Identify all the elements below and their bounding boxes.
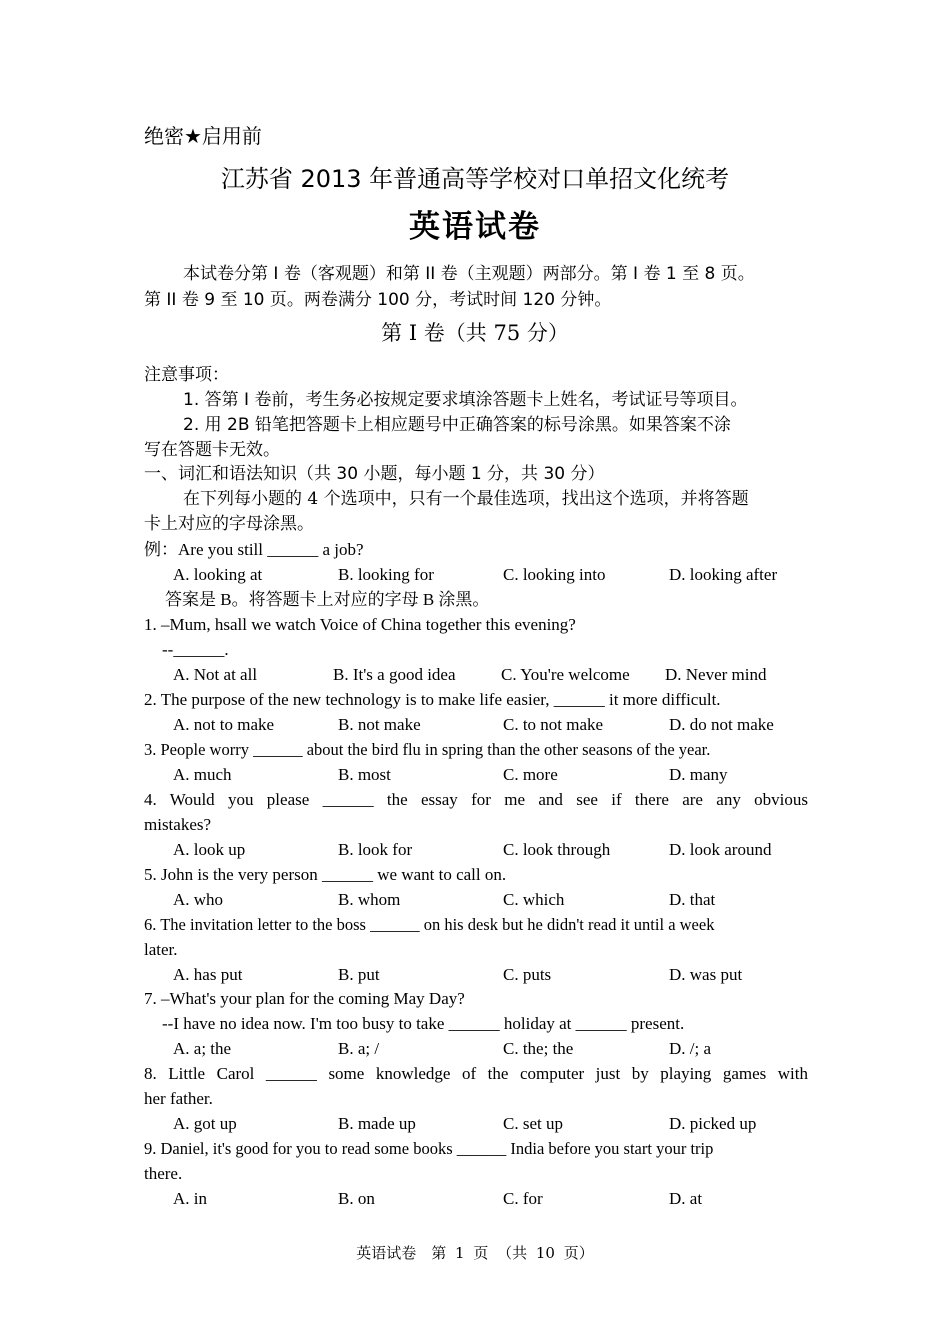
exam-subtitle: 英语试卷 — [409, 209, 541, 245]
option-d: D. at — [669, 1189, 703, 1208]
confidential-mark: 绝密★启用前 — [144, 124, 262, 148]
option-d: D. looking after — [669, 565, 778, 584]
option-c: C. set up — [503, 1114, 563, 1133]
option-c: C. You're welcome — [501, 665, 630, 684]
question-stem: 8. Little Carol ______ some knowledge of the computer just by playing games with — [144, 1064, 808, 1083]
exam-title: 江苏省 2013 年普通高等学校对口单招文化统考 — [220, 165, 730, 193]
section-instructions: 在下列每小题的 4 个选项中，只有一个最佳选项，找出这个选项，并将答题 — [183, 489, 749, 509]
question-stem: 5. John is the very person ______ we want to call on. — [144, 865, 507, 884]
question-stem: 9. Daniel, it's good for you to read some books ______ India before you start your trip — [144, 1139, 714, 1158]
option-a: A. looking at — [173, 565, 263, 584]
option-a: A. Not at all — [173, 665, 258, 684]
section-heading: 一、词汇和语法知识（共 30 小题，每小题 1 分，共 30 分） — [144, 464, 605, 484]
option-d: D. Never mind — [665, 665, 767, 684]
option-b: B. on — [338, 1189, 375, 1208]
option-c: C. looking into — [503, 565, 606, 584]
option-a: A. much — [173, 765, 232, 784]
option-d: D. that — [669, 890, 716, 909]
intro-line-1: 本试卷分第 I 卷（客观题）和第 II 卷（主观题）两部分。第 I 卷 1 至 8 页。 — [183, 264, 755, 284]
option-b: B. a; / — [338, 1039, 380, 1058]
option-c: C. for — [503, 1189, 543, 1208]
option-c: C. puts — [503, 965, 552, 984]
question-stem-cont: --______. — [162, 640, 229, 659]
question-stem-cont: --I have no idea now. I'm too busy to take ______ holiday at ______ present. — [162, 1014, 685, 1033]
option-a: A. look up — [173, 840, 246, 859]
question-stem-cont: her father. — [144, 1089, 213, 1108]
example-stem: 例：Are you still ______ a job? — [144, 540, 364, 559]
option-a: A. a; the — [173, 1039, 232, 1058]
notice-item-2: 2. 用 2B 铅笔把答题卡上相应题号中正确答案的标号涂黑。如果答案不涂 — [183, 415, 731, 435]
page-footer: 英语试卷 第 1 页 （共 10 页） — [356, 1244, 594, 1262]
option-b: B. made up — [338, 1114, 416, 1133]
option-a: A. who — [173, 890, 224, 909]
question-stem: 3. People worry ______ about the bird flu in spring than the other seasons of the year. — [144, 740, 711, 759]
option-c: C. more — [503, 765, 558, 784]
option-c: C. the; the — [503, 1039, 574, 1058]
volume-title: 第 I 卷（共 75 分） — [381, 321, 569, 345]
question-stem-cont: there. — [144, 1164, 183, 1183]
option-b: B. most — [338, 765, 391, 784]
option-b: B. not make — [338, 715, 421, 734]
notice-item-2-cont: 写在答题卡无效。 — [144, 440, 280, 460]
question-stem: 7. –What's your plan for the coming May Day? — [144, 989, 465, 1008]
option-b: B. put — [338, 965, 380, 984]
option-d: D. look around — [669, 840, 772, 859]
option-a: A. in — [173, 1189, 207, 1208]
option-b: B. It's a good idea — [333, 665, 456, 684]
option-d: D. do not make — [669, 715, 774, 734]
notice-heading: 注意事项： — [144, 365, 229, 385]
option-d: D. many — [669, 765, 728, 784]
option-d: D. was put — [669, 965, 743, 984]
question-stem: 4. Would you please ______ the essay for me and see if there are any obvious — [144, 790, 808, 809]
question-stem: 2. The purpose of the new technology is to make life easier, ______ it more difficult. — [144, 690, 721, 709]
option-d: D. picked up — [669, 1114, 757, 1133]
notice-item-1: 1. 答第 I 卷前，考生务必按规定要求填涂答题卡上姓名，考试证号等项目。 — [183, 390, 748, 410]
option-c: C. to not make — [503, 715, 604, 734]
option-b: B. whom — [338, 890, 401, 909]
option-a: A. got up — [173, 1114, 237, 1133]
option-b: B. looking for — [338, 565, 434, 584]
question-stem-cont: mistakes? — [144, 815, 212, 834]
example-answer: 答案是 B。将答题卡上对应的字母 B 涂黑。 — [165, 590, 490, 609]
section-instructions-cont: 卡上对应的字母涂黑。 — [144, 514, 314, 534]
option-a: A. not to make — [173, 715, 275, 734]
option-a: A. has put — [173, 965, 243, 984]
question-stem: 6. The invitation letter to the boss ______ on his desk but he didn't read it until a week — [144, 915, 715, 934]
option-b: B. look for — [338, 840, 413, 859]
question-stem: 1. –Mum, hsall we watch Voice of China together this evening? — [144, 615, 576, 634]
option-c: C. which — [503, 890, 565, 909]
intro-line-2: 第 II 卷 9 至 10 页。两卷满分 100 分，考试时间 120 分钟。 — [144, 290, 612, 310]
option-c: C. look through — [503, 840, 611, 859]
question-stem-cont: later. — [144, 940, 178, 959]
option-d: D. /; a — [669, 1039, 712, 1058]
